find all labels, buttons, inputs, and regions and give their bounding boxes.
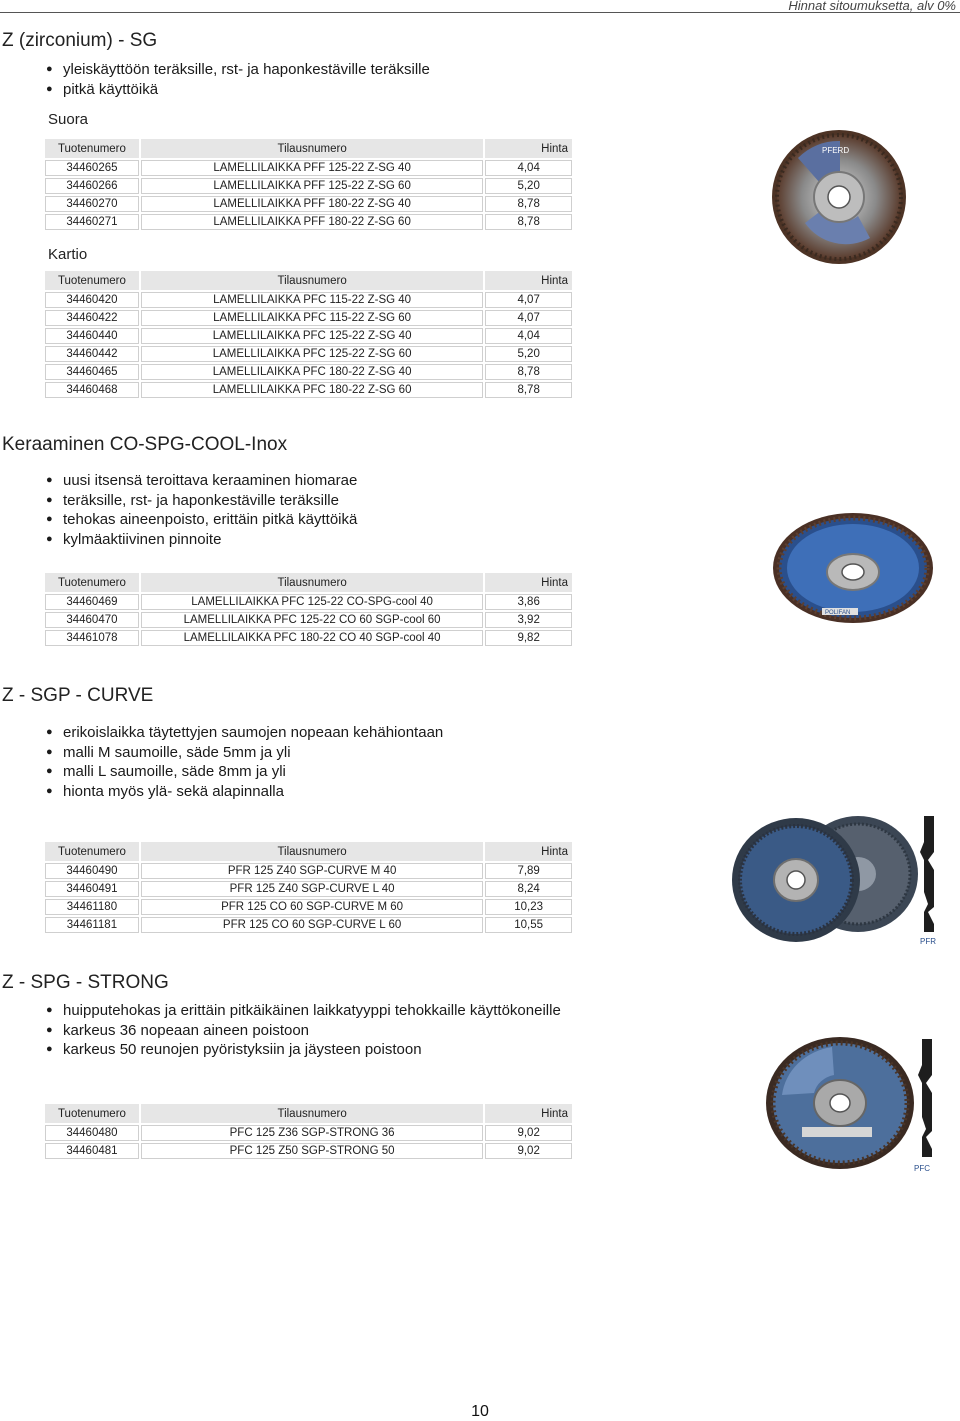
column-header-price: Hinta [485, 573, 572, 592]
order-number-cell: LAMELLILAIKKA PFC 125-22 Z-SG 40 [141, 328, 483, 344]
product-number-cell: 34460422 [45, 310, 139, 326]
order-number-cell: LAMELLILAIKKA PFF 125-22 Z-SG 40 [141, 160, 483, 176]
bullet-list [46, 60, 430, 99]
bullet-item: ● pitkä käyttöikä [46, 80, 430, 100]
table-row [45, 292, 572, 308]
order-number-cell: PFR 125 Z40 SGP-CURVE L 40 [141, 881, 483, 897]
order-number-cell: PFR 125 Z40 SGP-CURVE M 40 [141, 863, 483, 879]
column-header-product: Tuotenumero [45, 842, 139, 861]
column-header-price: Hinta [485, 271, 572, 290]
price-cell: 8,78 [485, 364, 572, 380]
section-title: Z - SPG - STRONG [2, 972, 169, 993]
product-number-cell: 34461181 [45, 917, 139, 933]
bullet-item: ● tehokas aineenpoisto, erittäin pitkä käyttöikä [46, 510, 357, 530]
order-number-cell: PFR 125 CO 60 SGP-CURVE M 60 [141, 899, 483, 915]
price-cell: 3,86 [485, 594, 572, 610]
table-header-row [45, 139, 572, 158]
column-header-order: Tilausnumero [141, 1104, 483, 1123]
bullet-item: ● hionta myös ylä- sekä alapinnalla [46, 782, 443, 802]
column-header-price: Hinta [485, 139, 572, 158]
table-header-row [45, 573, 572, 592]
order-number-cell: LAMELLILAIKKA PFC 180-22 Z-SG 40 [141, 364, 483, 380]
column-header-order: Tilausnumero [141, 573, 483, 592]
column-header-price: Hinta [485, 842, 572, 861]
product-number-cell: 34461078 [45, 630, 139, 646]
price-cell: 9,02 [485, 1143, 572, 1159]
bullet-item: ● malli L saumoille, säde 8mm ja yli [46, 762, 443, 782]
section-title: Keraaminen CO-SPG-COOL-Inox [2, 434, 288, 455]
table-row [45, 863, 572, 879]
table-row [45, 594, 572, 610]
product-number-cell: 34461180 [45, 899, 139, 915]
product-number-cell: 34460265 [45, 160, 139, 176]
bullet-item: ● karkeus 36 nopeaan aineen poistoon [46, 1021, 561, 1041]
bullet-item: ● malli M saumoille, säde 5mm ja yli [46, 743, 443, 763]
flap-disc-ceramic-image [772, 512, 934, 624]
flap-disc-strong-image [762, 1035, 938, 1177]
table-row [45, 881, 572, 897]
table-row [45, 214, 572, 230]
order-number-cell: PFC 125 Z50 SGP-STRONG 50 [141, 1143, 483, 1159]
price-cell: 4,07 [485, 292, 572, 308]
bullet-item: ● uusi itsensä teroittava keraaminen hiomarae [46, 471, 357, 491]
table-row [45, 382, 572, 398]
price-cell: 5,20 [485, 346, 572, 362]
table-header-row [45, 842, 572, 861]
price-table [43, 571, 574, 648]
order-number-cell: LAMELLILAIKKA PFF 180-22 Z-SG 40 [141, 196, 483, 212]
column-header-order: Tilausnumero [141, 842, 483, 861]
order-number-cell: LAMELLILAIKKA PFC 180-22 CO 40 SGP-cool 40 [141, 630, 483, 646]
bullet-item: ● teräksille, rst- ja haponkestäville teräksille [46, 491, 357, 511]
table-row [45, 346, 572, 362]
price-table [43, 840, 574, 935]
bullet-item: ● kylmäaktiivinen pinnoite [46, 530, 357, 550]
flap-disc-curve-image [728, 812, 938, 950]
order-number-cell: LAMELLILAIKKA PFC 115-22 Z-SG 40 [141, 292, 483, 308]
price-cell: 4,07 [485, 310, 572, 326]
order-number-cell: LAMELLILAIKKA PFC 125-22 CO-SPG-cool 40 [141, 594, 483, 610]
table-row [45, 196, 572, 212]
table-header-row [45, 1104, 572, 1123]
table-header-row [45, 271, 572, 290]
product-number-cell: 34460480 [45, 1125, 139, 1141]
table-row [45, 1125, 572, 1141]
column-header-product: Tuotenumero [45, 271, 139, 290]
bullet-item: ● yleiskäyttöön teräksille, rst- ja haponkestäville teräksille [46, 60, 430, 80]
table-row [45, 917, 572, 933]
table-row [45, 310, 572, 326]
table-row [45, 364, 572, 380]
product-number-cell: 34460469 [45, 594, 139, 610]
table-row [45, 328, 572, 344]
column-header-order: Tilausnumero [141, 139, 483, 158]
price-cell: 9,82 [485, 630, 572, 646]
table-row [45, 160, 572, 176]
order-number-cell: PFC 125 Z36 SGP-STRONG 36 [141, 1125, 483, 1141]
product-number-cell: 34460440 [45, 328, 139, 344]
page-number: 10 [471, 1403, 489, 1420]
brand-label: POLIFAN [825, 610, 851, 616]
bullet-item: ● erikoislaikka täytettyjen saumojen nopeaan kehähiontaan [46, 723, 443, 743]
price-cell: 7,89 [485, 863, 572, 879]
section-title: Z - SGP - CURVE [2, 685, 154, 706]
order-number-cell: PFR 125 CO 60 SGP-CURVE L 60 [141, 917, 483, 933]
column-header-order: Tilausnumero [141, 271, 483, 290]
bullet-list [46, 471, 357, 549]
product-number-cell: 34460491 [45, 881, 139, 897]
price-cell: 5,20 [485, 178, 572, 194]
order-number-cell: LAMELLILAIKKA PFC 125-22 CO 60 SGP-cool 60 [141, 612, 483, 628]
product-number-cell: 34460420 [45, 292, 139, 308]
bullet-item: ● huipputehokas ja erittäin pitkäikäinen laikkatyyppi tehokkaille käyttökoneille [46, 1001, 561, 1021]
table-row [45, 630, 572, 646]
price-table [43, 137, 574, 232]
price-cell: 3,92 [485, 612, 572, 628]
order-number-cell: LAMELLILAIKKA PFC 115-22 Z-SG 60 [141, 310, 483, 326]
table-row [45, 1143, 572, 1159]
bullet-list [46, 723, 443, 801]
column-header-product: Tuotenumero [45, 1104, 139, 1123]
product-number-cell: 34460266 [45, 178, 139, 194]
price-disclaimer: Hinnat sitoumuksetta, alv 0% [788, 0, 956, 13]
price-cell: 9,02 [485, 1125, 572, 1141]
table-row [45, 612, 572, 628]
price-cell: 8,78 [485, 196, 572, 212]
order-number-cell: LAMELLILAIKKA PFC 125-22 Z-SG 60 [141, 346, 483, 362]
subsection-label: Suora [48, 111, 89, 128]
order-number-cell: LAMELLILAIKKA PFF 125-22 Z-SG 60 [141, 178, 483, 194]
price-cell: 8,78 [485, 382, 572, 398]
product-number-cell: 34460465 [45, 364, 139, 380]
table-row [45, 178, 572, 194]
column-header-price: Hinta [485, 1104, 572, 1123]
price-cell: 10,23 [485, 899, 572, 915]
product-number-cell: 34460490 [45, 863, 139, 879]
product-number-cell: 34460271 [45, 214, 139, 230]
profile-label: PFC [914, 1164, 930, 1173]
price-cell: 4,04 [485, 328, 572, 344]
price-cell: 8,78 [485, 214, 572, 230]
bullet-item: ● karkeus 50 reunojen pyöristyksiin ja jäysteen poistoon [46, 1040, 561, 1060]
brand-label: PFERD [822, 146, 850, 155]
flap-disc-zirconium-image [770, 128, 908, 266]
product-number-cell: 34460442 [45, 346, 139, 362]
profile-label: PFR [920, 937, 936, 946]
price-table [43, 1102, 574, 1161]
column-header-product: Tuotenumero [45, 573, 139, 592]
price-table [43, 269, 574, 400]
product-number-cell: 34460468 [45, 382, 139, 398]
order-number-cell: LAMELLILAIKKA PFC 180-22 Z-SG 60 [141, 382, 483, 398]
product-number-cell: 34460270 [45, 196, 139, 212]
table-row [45, 899, 572, 915]
product-number-cell: 34460481 [45, 1143, 139, 1159]
section-title: Z (zirconium) - SG [2, 30, 158, 51]
price-cell: 10,55 [485, 917, 572, 933]
product-number-cell: 34460470 [45, 612, 139, 628]
price-cell: 4,04 [485, 160, 572, 176]
subsection-label: Kartio [48, 246, 88, 263]
price-cell: 8,24 [485, 881, 572, 897]
bullet-list [46, 1001, 561, 1060]
column-header-product: Tuotenumero [45, 139, 139, 158]
order-number-cell: LAMELLILAIKKA PFF 180-22 Z-SG 60 [141, 214, 483, 230]
